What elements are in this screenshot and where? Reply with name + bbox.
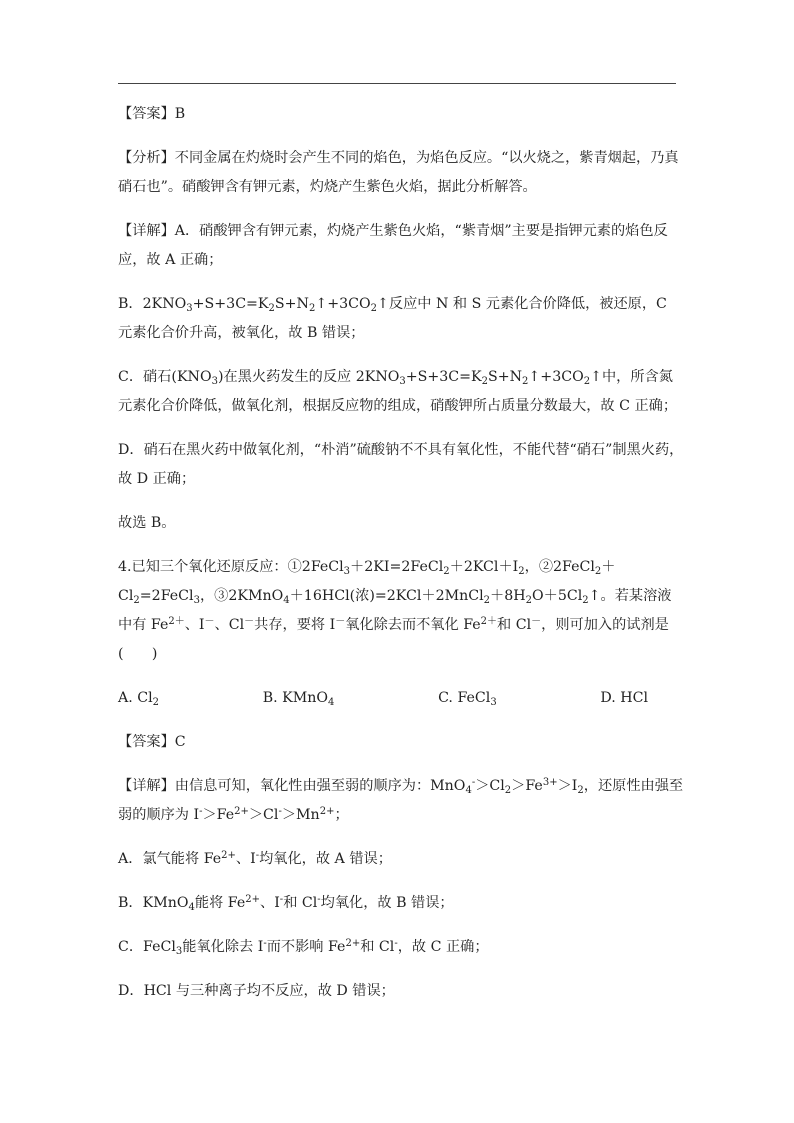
- document-body: [118, 100, 684, 1021]
- option-a: A. $Cl_2$: [118, 690, 160, 708]
- option-c: C. FeCl$_3$: [438, 690, 497, 708]
- detail-option-b: B．$2KNO_3+S+3C=K_2S+N_2↑+3CO_2↑$反应中 N 和 S 元素化合价降低，被还原，C 元素化合价升高，被氧化，故 B 错误；: [118, 296, 667, 341]
- detail-2-option-b: B．KMnO$_4$能将 $Fe^{2+}$、I-和 Cl-均氧化，故 B 错误；: [118, 894, 454, 913]
- option-b: B. KMnO$_4$: [262, 690, 335, 708]
- detail-2-option-a: A．氯气能将 $Fe^{2+}$、I-均氧化，故 A 错误；: [118, 850, 392, 867]
- detail-2-option-c: C．FeCl$_3$能氧化除去 I-而不影响 $Fe^{2+}$和 Cl-，故 C 正确；: [118, 938, 489, 957]
- conclusion-1: 故选 B。: [118, 515, 176, 531]
- detail-2: 【详解】由信息可知，氧化性由强至弱的顺序为：$MnO_4^->Cl_2>Fe^{3+}>I_2$，还原性由强至弱的顺序为 $I^->Fe^{2+}>Cl^->Mn^{2+}$；: [118, 777, 684, 823]
- answer-2: 【答案】C: [118, 734, 186, 750]
- answer-1: 【答案】B: [118, 106, 186, 122]
- detail-option-a: 【详解】A．硝酸钾含有钾元素，灼烧产生紫色火焰，“紫青烟”主要是指钾元素的焰色反应，故 A 正确；: [118, 223, 668, 268]
- header-rule: [118, 83, 676, 84]
- detail-2-option-d: D．HCl 与三种离子均不反应，故 D 错误；: [118, 983, 395, 999]
- question-4: 4.已知三个氧化还原反应：$①2FeCl_3+2KI=2FeCl_2+2KCl+I_2$，$②2FeCl_2+Cl_2=2FeCl_3$，③2KMnO$_4$＋16HCl(浓)$=2KCl+2MnCl_2+8H_2O+5Cl_2↑$。若某溶液中有 $Fe^{2+}$、I－、Cl－共存，要将 I－氧化除去而不氧化 $Fe^{2+}$和 Cl－，则可加入的试剂是( ): [118, 559, 672, 662]
- question-4-options: [118, 684, 648, 713]
- detail-option-c: C．硝石$(KNO_3)$在黑火药发生的反应 $2KNO_3+S+3C=K_2S+N_2↑+3CO_2↑$中，所含氮元素化合价降低，做氧化剂，根据反应物的组成，硝酸钾所占质量分数最大，故 C 正确；: [118, 369, 678, 414]
- analysis-paragraph: 【分析】不同金属在灼烧时会产生不同的焰色，为焰色反应。“以火烧之，紫青烟起，乃真硝石也”。硝酸钾含有钾元素，灼烧产生紫色火焰，据此分析解答。: [118, 150, 679, 195]
- detail-option-d: D．硝石在黑火药中做氧化剂，“朴消”硫酸钠不不具有氧化性，不能代替“硝石”制黑火药，故 D 正确；: [118, 442, 684, 487]
- option-d: D. HCl: [600, 690, 648, 706]
